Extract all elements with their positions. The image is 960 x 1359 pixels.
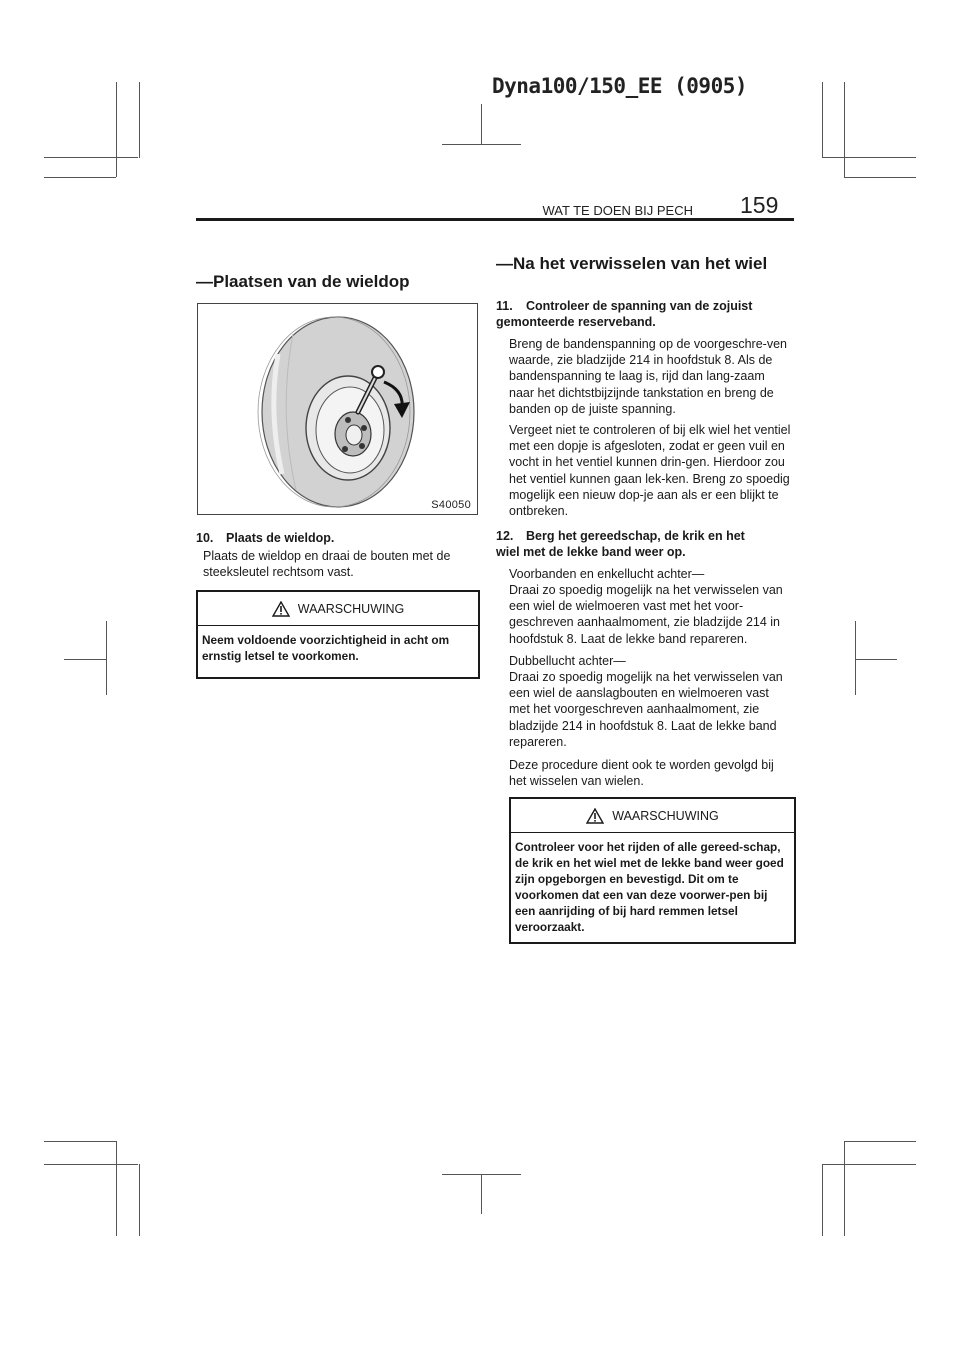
step-12-note: Deze procedure dient ook te worden gevolgd bij het wisselen van wielen. (509, 758, 774, 789)
left-section-heading: —Plaatsen van de wieldop (196, 272, 410, 291)
wheel-cap-illustration (198, 304, 477, 514)
step-11-paragraph-1: Breng de bandenspanning op de voorgeschre-ven waarde, zie bladzijde 214 in hoofdstuk 8. Als de bandenspanning te laag is, rijd dan lang-zaam naar het dichtstbijzijnde tankstation en breng de banden op de juiste spanning. (509, 337, 787, 416)
right-warning-label: WAARSCHUWING (612, 808, 719, 823)
step-11-number: 11. (496, 299, 513, 313)
step-10-title: Plaats de wieldop. (226, 531, 335, 545)
warning-triangle-icon (272, 601, 290, 617)
step-12-dual-text: Draai zo spoedig mogelijk na het verwisselen van een wiel de aanslagbouten en wielmoeren vast met het voorgeschreven aanhaalmoment, zie bladzijde 214 in hoofdstuk 8. Laat de lekke band repareren. (509, 670, 783, 749)
left-warning-box (196, 590, 480, 679)
step-12-front-heading: Voorbanden en enkellucht achter— (509, 567, 705, 581)
section-title: WAT TE DOEN BIJ PECH (542, 203, 693, 218)
page-number: 159 (740, 192, 779, 218)
step-12-front-text: Draai zo spoedig mogelijk na het verwisselen van een wiel de wielmoeren vast met het voor-geschreven aanhaalmoment, zie bladzijde 214 in hoofdstuk 8. Laat de lekke band repareren. (509, 583, 783, 646)
step-11-paragraph-2: Vergeet niet te controleren of bij elk wiel het ventiel met een dopje is afgesloten, zodat er geen vuil en vocht in het ventiel kunnen drin-gen. Hierdoor zou het ventiel kunnen gaan lek-ken. Breng zo spoedig mogelijk een nieuw dop-je aan als er een blijkt te ontbreken. (509, 423, 791, 519)
left-warning-header (198, 592, 478, 626)
wheel-cap-figure (197, 303, 478, 515)
left-warning-label: WAARSCHUWING (297, 601, 405, 616)
right-warning-box (509, 797, 796, 944)
header-rule (196, 218, 794, 221)
step-10-text: Plaats de wieldop en draai de bouten met de steeksleutel rechtsom vast. (203, 549, 451, 580)
step-12-dual-heading: Dubbellucht achter— (509, 654, 626, 668)
step-11 (496, 298, 790, 330)
figure-code: S40050 (431, 499, 471, 511)
right-warning-text: Controleer voor het rijden of alle gereed-schap, de krik en het wiel met de lekke band weer goed zijn opgeborgen en bevestigd. Dit om te voorkomen dat een van deze voorwer-pen bij een aanrijding of bij hard remmen letsel veroorzaakt. (515, 840, 784, 934)
left-warning-text: Neem voldoende voorzichtigheid in acht om ernstig letsel te voorkomen. (202, 633, 450, 663)
document-code: Dyna100/150_EE (0905) (492, 74, 748, 98)
step-12 (496, 528, 790, 560)
warning-triangle-icon (586, 808, 604, 824)
step-12-number: 12. (496, 529, 514, 543)
step-12-title: Berg het gereedschap, de krik en het wiel met de lekke band weer op. (496, 529, 745, 559)
step-11-title: Controleer de spanning van de zojuist gemonteerde reserveband. (496, 299, 753, 329)
right-section-heading: —Na het verwisselen van het wiel (496, 254, 768, 273)
step-10-number: 10. (196, 531, 214, 545)
right-warning-header (511, 799, 794, 833)
